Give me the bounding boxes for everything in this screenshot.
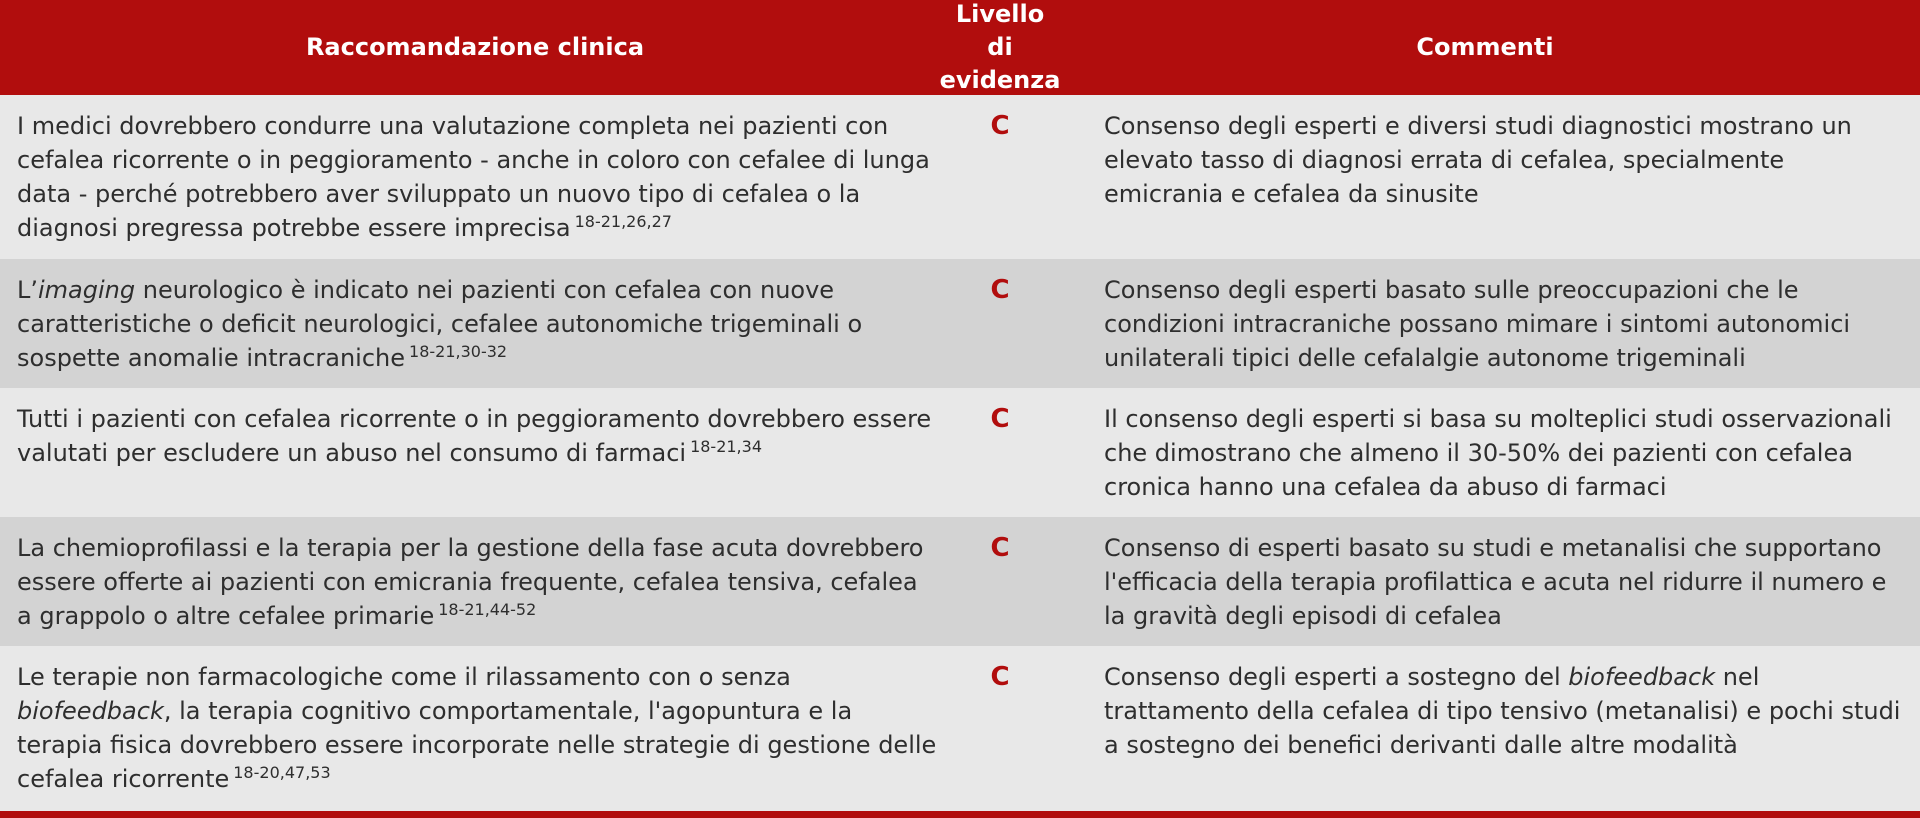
header-comments: Commenti: [1416, 33, 1554, 61]
comment-italic: biofeedback: [1568, 663, 1716, 691]
comment-cell: [1050, 259, 1920, 388]
recommendation-italic: biofeedback: [17, 697, 164, 725]
table-row: [0, 95, 1920, 259]
evidence-level: C: [990, 275, 1010, 305]
comment-cell: [1050, 646, 1920, 811]
recommendation-text: Tutti i pazienti con cefalea ricorrente o in peggioramento dovrebbero essere valutati per escludere un abuso nel consumo di farmaci: [17, 405, 932, 467]
comment-text: Consenso di esperti basato su studi e metanalisi che supportano l'efficacia della terapia profilattica e acuta nel ridurre il numero e la gravità degli episodi di cefalea: [1104, 534, 1887, 630]
evidence-level: C: [990, 662, 1010, 692]
comment-text: Il consenso degli esperti si basa su molteplici studi osservazionali che dimostrano che almeno il 30-50% dei pazienti con cefalea cronica hanno una cefalea da abuso di farmaci: [1104, 405, 1892, 501]
reference-superscript: 18-21,26,27: [574, 212, 672, 231]
recommendation-cell: [0, 388, 950, 517]
comment-cell: [1050, 95, 1920, 259]
recommendation-cell: [0, 95, 950, 259]
evidence-level: C: [990, 111, 1010, 141]
table-row: [0, 646, 1920, 811]
recommendation-prefix: L’: [17, 276, 38, 304]
recommendation-text: La chemioprofilassi e la terapia per la gestione della fase acuta dovrebbero essere offerte ai pazienti con emicrania frequente, cefalea tensiva, cefalea a grappolo o altre cefalee primarie: [17, 534, 924, 630]
evidence-level: C: [990, 404, 1010, 434]
comment-text: Consenso degli esperti basato sulle preoccupazioni che le condizioni intracraniche possano mimare i sintomi autonomici unilaterali tipici delle cefalalgie autonome trigeminali: [1104, 276, 1851, 372]
table-row: [0, 388, 1920, 517]
comment-text: nel trattamento della cefalea di tipo tensivo (metanalisi) e pochi studi a sostegno dei benefici derivanti dalle altre modalità: [1104, 663, 1901, 759]
table-row: [0, 517, 1920, 646]
recommendation-text: , la terapia cognitivo comportamentale, l'agopuntura e la terapia fisica dovrebbero essere incorporate nelle strategie di gestione delle cefalea ricorrente: [17, 697, 937, 793]
reference-superscript: 18-21,34: [690, 437, 762, 456]
evidence-level: C: [990, 533, 1010, 563]
reference-superscript: 18-20,47,53: [233, 763, 331, 782]
table-header: [0, 0, 1920, 95]
recommendation-cell: [0, 517, 950, 646]
recommendation-cell: [0, 646, 950, 811]
table-row: [0, 259, 1920, 388]
recommendation-prefix: Le terapie non farmacologiche come il rilassamento con o senza: [17, 663, 791, 691]
reference-superscript: 18-21,44-52: [438, 600, 537, 619]
comment-cell: [1050, 517, 1920, 646]
recommendation-text: neurologico è indicato nei pazienti con cefalea con nuove caratteristiche o deficit neurologici, cefalee autonomiche trigeminali o sospette anomalie intracraniche: [17, 276, 863, 372]
recommendation-text: I medici dovrebbero condurre una valutazione completa nei pazienti con cefalea ricorrente o in peggioramento - anche in coloro con cefalee di lunga data - perché potrebbero aver sviluppato un nuovo tipo di cefalea o la diagnosi pregressa potrebbe essere imprecisa: [17, 112, 930, 242]
recommendation-italic: imaging: [38, 276, 136, 304]
comment-prefix: Consenso degli esperti a sostegno del: [1104, 663, 1569, 691]
header-recommendation: Raccomandazione clinica: [305, 33, 645, 61]
reference-superscript: 18-21,30-32: [409, 342, 508, 361]
header-evidence-level: Livello di evidenza: [939, 0, 1061, 94]
recommendation-cell: [0, 259, 950, 388]
comment-cell: [1050, 388, 1920, 517]
comment-text: Consenso degli esperti e diversi studi diagnostici mostrano un elevato tasso di diagnosi errata di cefalea, specialmente emicrania e cefalea da sinusite: [1104, 112, 1852, 208]
